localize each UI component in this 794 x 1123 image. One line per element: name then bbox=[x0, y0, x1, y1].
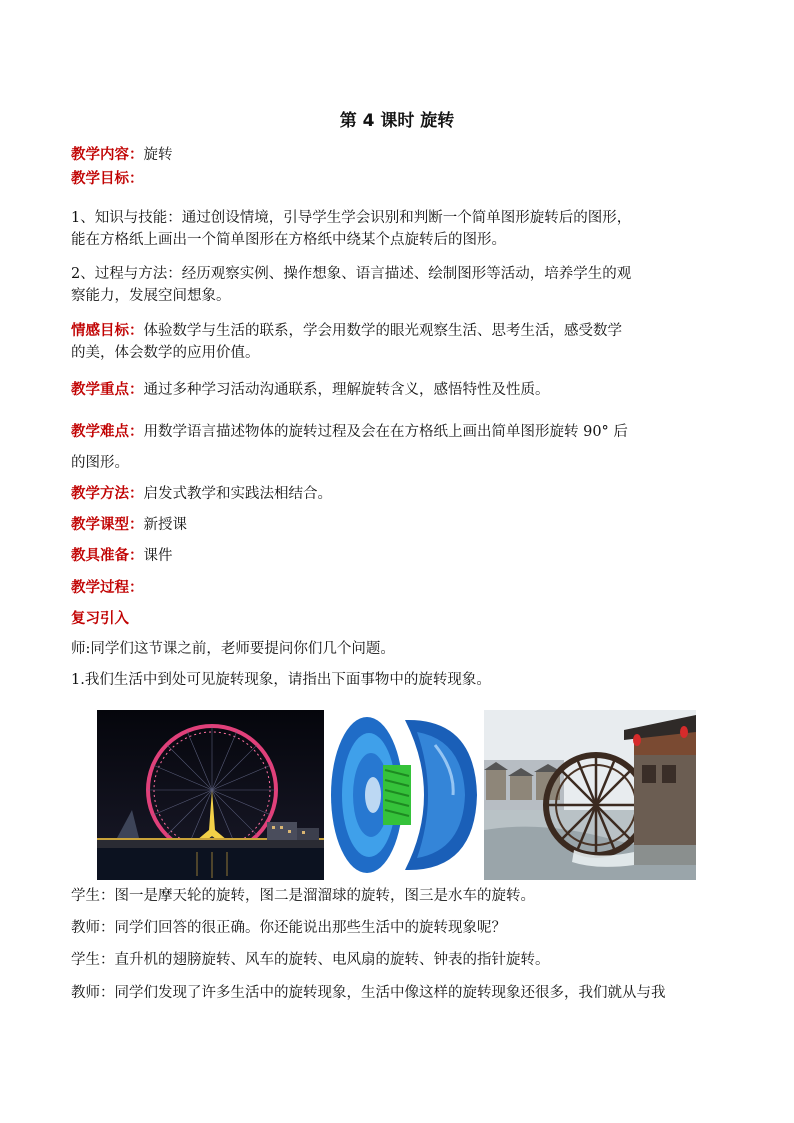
paragraph-teacher-continue: 教师：同学们发现了许多生活中的旋转现象，生活中像这样的旋转现象还很多，我们就从与我 bbox=[71, 985, 666, 1001]
type-text: 新授课 bbox=[143, 517, 187, 533]
tools-label: 教具准备： bbox=[71, 548, 144, 564]
goal1-line1: 1、知识与技能：通过创设情境，引导学生学会识别和判断一个简单图形旋转后的图形， bbox=[71, 210, 632, 226]
goal2-line1: 2、过程与方法：经历观察实例、操作想象、语言描述、绘制图形等活动，培养学生的观 bbox=[71, 266, 632, 282]
process-label: 教学过程： bbox=[71, 580, 144, 596]
goal1-line2: 能在方格纸上画出一个简单图形在方格纸中绕某个点旋转后的图形。 bbox=[71, 232, 506, 248]
tools-text: 课件 bbox=[143, 548, 173, 564]
process-row bbox=[71, 577, 731, 599]
goal2-line2: 察能力，发展空间想象。 bbox=[71, 288, 231, 304]
type-label: 教学课型： bbox=[71, 517, 144, 533]
paragraph-student-answer-1: 学生：图一是摩天轮的旋转，图二是溜溜球的旋转，图三是水车的旋转。 bbox=[71, 888, 535, 904]
review-label: 复习引入 bbox=[71, 611, 129, 627]
water-wheel-image bbox=[484, 710, 696, 880]
type-row bbox=[71, 514, 731, 536]
method-text: 启发式教学和实践法相结合。 bbox=[143, 486, 332, 502]
paragraph-student-answer-2: 学生：直升机的翅膀旋转、风车的旋转、电风扇的旋转、钟表的指针旋转。 bbox=[71, 952, 550, 968]
difficulty-label: 教学难点： bbox=[71, 424, 144, 440]
emotion-label: 情感目标： bbox=[71, 323, 144, 339]
paragraph-teacher-question: 师:同学们这节课之前，老师要提问你们几个问题。 bbox=[71, 641, 395, 657]
paragraph-teacher-reply: 教师：同学们回答的很正确。你还能说出那些生活中的旋转现象呢？ bbox=[71, 920, 506, 936]
difficulty-line1: 用数学语言描述物体的旋转过程及会在在方格纸上画出简单图形旋转 90° 后 bbox=[143, 424, 628, 440]
key-row bbox=[71, 379, 731, 401]
difficulty-line2: 的图形。 bbox=[71, 455, 129, 471]
emotion-line2: 的美，体会数学的应用价值。 bbox=[71, 345, 260, 361]
content-label: 教学内容： bbox=[71, 147, 144, 163]
key-text: 通过多种学习活动沟通联系，理解旋转含义，感悟特性及性质。 bbox=[143, 382, 550, 398]
tools-row bbox=[71, 545, 731, 567]
key-label: 教学重点： bbox=[71, 382, 144, 398]
goals-label: 教学目标： bbox=[71, 171, 144, 187]
page-title: 第 4 课时 旋转 bbox=[339, 111, 455, 131]
method-row bbox=[71, 483, 731, 505]
difficulty-row bbox=[71, 421, 731, 443]
content-row bbox=[71, 144, 731, 166]
yoyo-image bbox=[325, 710, 481, 880]
method-label: 教学方法： bbox=[71, 486, 144, 502]
goals-row bbox=[71, 168, 731, 190]
emotion-line1: 体验数学与生活的联系，学会用数学的眼光观察生活、思考生活，感受数学 bbox=[143, 323, 622, 339]
emotion-row bbox=[71, 320, 731, 342]
paragraph-question-1: 1.我们生活中到处可见旋转现象，请指出下面事物中的旋转现象。 bbox=[71, 672, 491, 688]
content-text: 旋转 bbox=[143, 147, 173, 163]
review-row bbox=[71, 608, 731, 630]
ferris-wheel-image bbox=[97, 710, 324, 880]
